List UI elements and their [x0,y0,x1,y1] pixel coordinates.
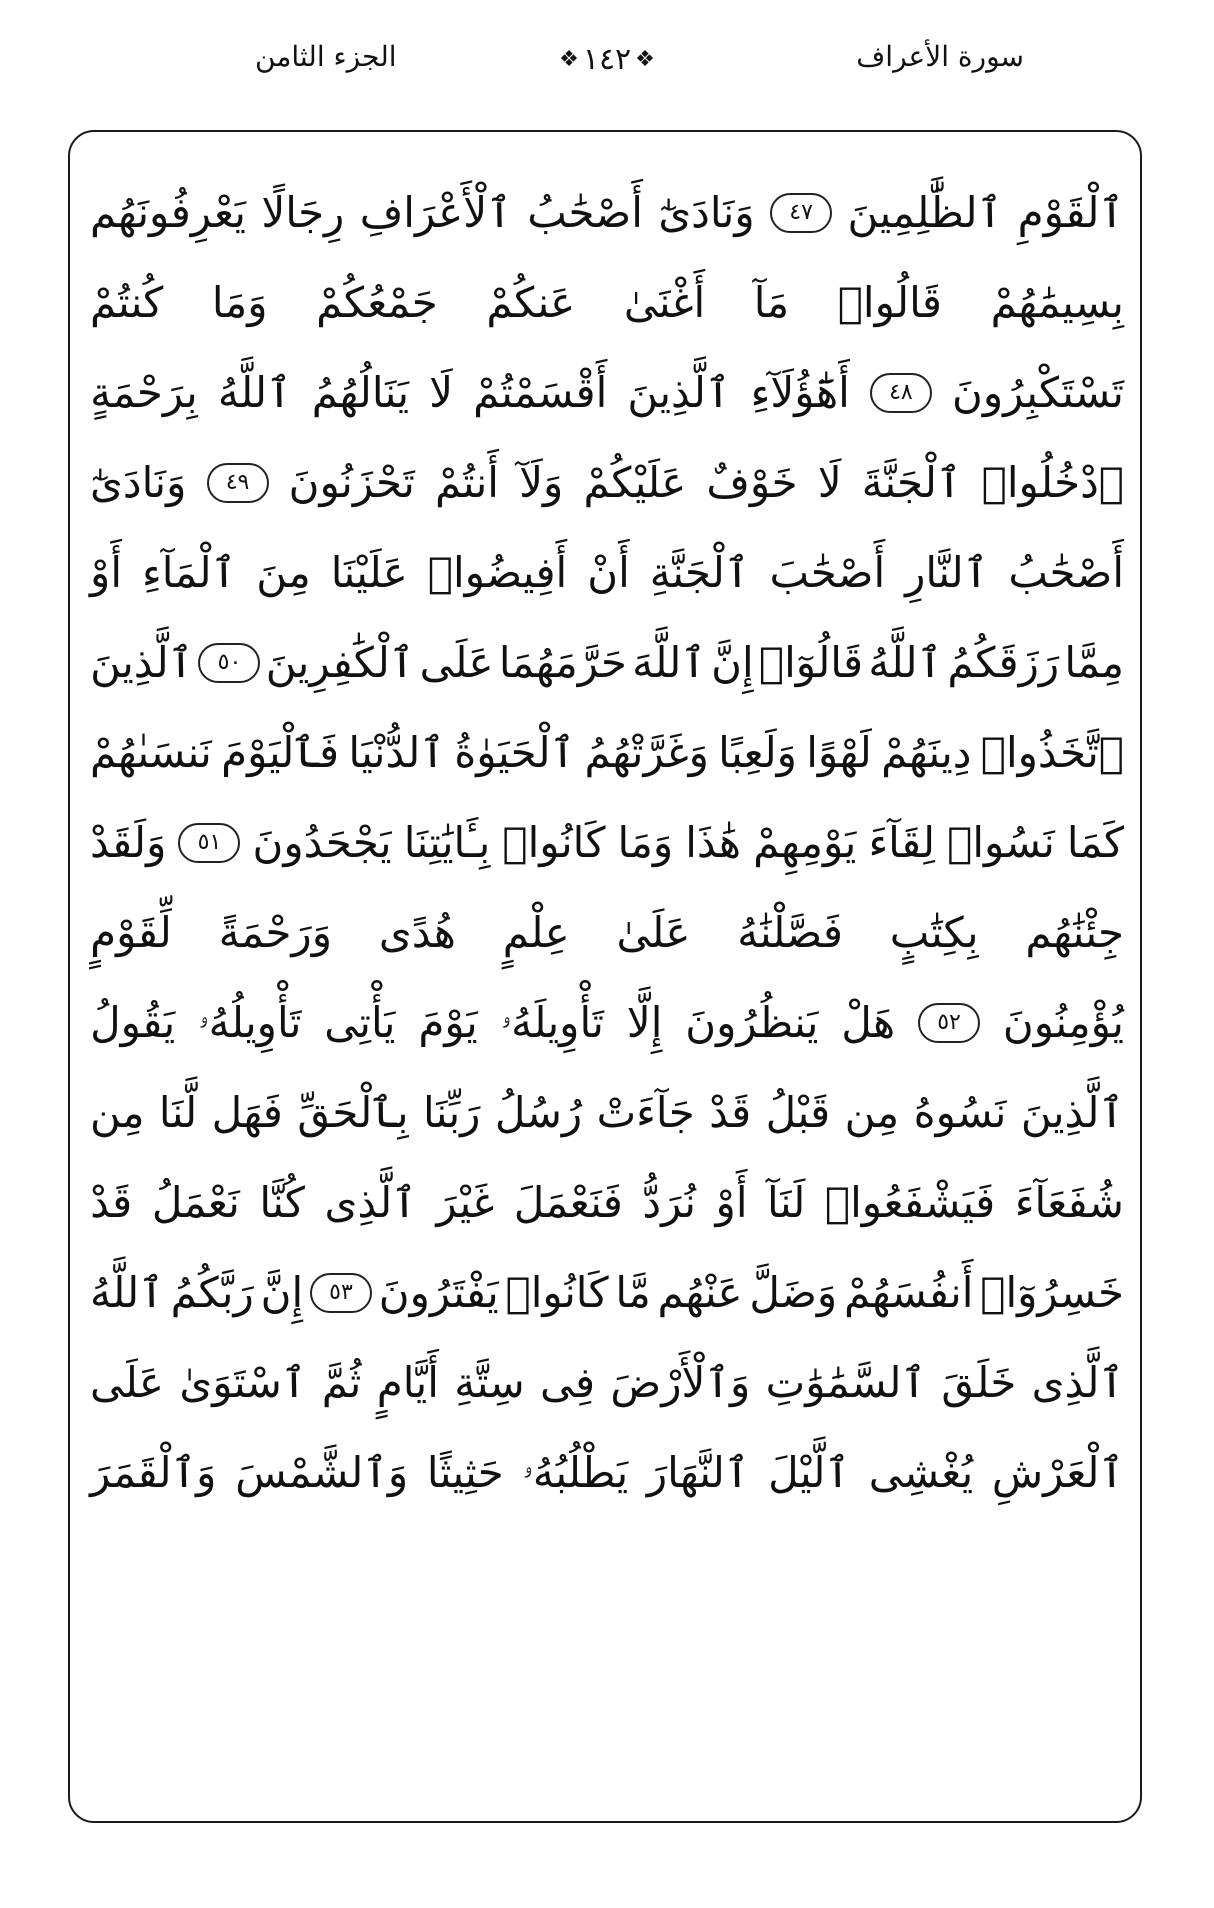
verse-word: لَّنَا [158,1088,198,1137]
verse-word: رَزَقَكُمُ [947,638,1060,687]
ayah-number-marker: ٤٨ [870,373,932,413]
verse-word: ٱللَّهُ [90,1268,164,1317]
verse-word: كَمَا [1066,818,1124,867]
ayah-number-marker: ٥٠ [198,643,260,683]
ayah-number-marker: ٥٢ [918,1003,980,1043]
verse-word: وَلَقَدْ [90,818,167,867]
verse-word: ٱسْتَوَىٰ [179,1358,307,1407]
verse-word: وَرَحْمَةً [218,908,332,957]
verse-word: يَنَالُهُمُ [311,368,410,417]
verse-word: أَوْ [90,548,122,597]
verse-word: ٱلَّيْلَ [768,1448,850,1497]
verse-word: ٱلْجَنَّةَ [861,458,962,507]
verse-word: وَمَا [211,278,268,327]
text-line [90,1428,1124,1518]
verse-word: ٱلْمَآءِ [141,548,237,597]
verse-word: أَنتُمْ [434,458,499,507]
verse-word: بِٱلْحَقِّ [297,1088,409,1137]
verse-word: ٱدْخُلُوا۟ [981,458,1124,507]
text-line [90,438,1124,528]
verse-word: يَنظُرُونَ [685,998,819,1047]
ornament-right-icon: ❖ [635,47,655,72]
verse-word: تَأْوِيلُهُۥ [198,998,302,1047]
verse-word: تَأْوِيلَهُۥ [500,998,604,1047]
verse-word: أَغْنَىٰ [623,278,706,327]
text-line [90,978,1124,1068]
verse-word: وَمَا [617,818,674,867]
verse-word: وَضَلَّ [749,1268,838,1317]
verse-word: نَنسَىٰهُمْ [90,728,212,777]
verse-word: لَا [817,458,842,507]
text-line [90,1338,1124,1428]
page-number-badge [557,38,657,82]
verse-word: وَلَعِبًا [718,728,797,777]
verse-word: تَسْتَكْبِرُونَ [952,368,1124,417]
verse-word: يَقُولُ [90,998,176,1047]
verse-word: نَسُوهُ [913,1088,1007,1137]
verse-word: فِى [539,1358,596,1407]
verse-word: لَهْوًا [806,728,872,777]
verse-word: فَهَل [211,1088,283,1137]
verse-word: قَالُوٓا۟ [758,638,864,687]
verse-word: هُدًى [378,908,456,957]
verse-word: جِئْنَٰهُم [1025,908,1124,957]
verse-word: يُؤْمِنُونَ [1002,998,1124,1047]
verse-word: بِـَٔايَٰتِنَا [403,818,491,867]
verse-word: أَنفُسَهُمْ [844,1268,974,1317]
verse-word: ٱلْحَيَوٰةُ [454,728,576,777]
verse-word: مِن [844,1088,900,1137]
verse-word: كَانُوا۟ [502,818,606,867]
ayah-number-marker: ٥٣ [310,1273,372,1313]
verse-word: حَثِيثًا [426,1448,504,1497]
verse-word: كُنَّا [259,1178,305,1227]
verse-word: جَآءَتْ [596,1088,695,1137]
verse-word: نُرَدُّ [642,1178,696,1227]
text-line [90,798,1124,888]
verse-word: ٱلنَّارِ [905,548,989,597]
verse-word: كَانُوا۟ [505,1268,609,1317]
juz-name: الجزء الثامن [255,40,397,73]
verse-word: عَلَى [90,1358,164,1407]
verse-word: ٱلظَّٰلِمِينَ [847,188,1003,237]
verse-word: خَلَقَ [941,1358,1017,1407]
verse-word: مِن [90,1088,145,1137]
verse-word: مِمَّا [1064,638,1124,687]
verse-word: رِجَالًا [261,188,345,237]
verse-word: كُنتُمْ [90,278,164,327]
verse-word: ٱلْعَرْشِ [991,1448,1124,1497]
verse-word: ثُمَّ [321,1358,362,1407]
verse-word: عِلْمٍ [502,908,570,957]
verse-word: عَلَيْنَا [330,548,408,597]
verse-word: أَقْسَمْتُمْ [473,368,608,417]
verse-word: قَبْلُ [765,1088,831,1137]
verse-word: عَلَى [419,638,494,687]
verse-word: وَٱلْأَرْضَ [610,1358,751,1407]
verse-word: ٱلَّذِينَ [90,638,194,687]
text-line [90,1158,1124,1248]
verse-word: ٱلَّذِينَ [627,368,731,417]
verse-word: يَفْتَرُونَ [378,1268,499,1317]
verse-word: عَلَىٰ [616,908,691,957]
text-line [90,1068,1124,1158]
verse-word: أَصْحَٰبَ [769,548,886,597]
verse-word: أَهَٰٓؤُلَآءِ [750,368,850,417]
verse-word: فَنَعْمَلَ [513,1178,623,1227]
text-line [90,528,1124,618]
verse-word: أَصْحَٰبُ [527,188,643,237]
verse-word: لَا [429,368,454,417]
verse-word: قَدْ [709,1088,752,1137]
verse-word: دِينَهُمْ [881,728,972,777]
verse-word: وَٱلشَّمْسَ [235,1448,409,1497]
verse-word: بِكِتَٰبٍ [889,908,979,957]
verse-text-block [90,168,1124,1788]
verse-word: غَيْرَ [436,1178,495,1227]
verse-word: ٱلسَّمَٰوَٰتِ [765,1358,927,1407]
verse-word: فَٱلْيَوْمَ [221,728,340,777]
verse-word: أَفِيضُوا۟ [427,548,568,597]
verse-word: رَبِّنَا [423,1088,481,1137]
verse-word: عَنْهُم [657,1268,743,1317]
verse-word: ٱلْجَنَّةِ [649,548,750,597]
verse-word: مَآ [753,278,790,327]
verse-word: مَّا [615,1268,651,1317]
verse-word: أَيَّامٍ [376,1358,439,1407]
verse-word: عَلَيْكُمْ [583,458,687,507]
page-header [0,30,1214,100]
verse-word: وَنَادَىٰٓ [90,458,187,507]
verse-word: شُفَعَآءَ [1014,1178,1124,1227]
verse-word: يَوْمِهِمْ [753,818,857,867]
verse-word: قَالُوا۟ [837,278,942,327]
verse-word: يَوْمَ [418,998,478,1047]
verse-word: أَصْحَٰبُ [1008,548,1124,597]
verse-word: يَعْرِفُونَهُم [90,188,246,237]
verse-word: رُسُلُ [494,1088,583,1137]
verse-word: ٱلَّذِى [1031,1358,1124,1407]
surah-name: سورة الأعراف [856,40,1024,73]
verse-word: وَٱلْقَمَرَ [90,1448,217,1497]
verse-word: بِرَحْمَةٍ [90,368,198,417]
verse-word: لِقَآءَ [868,818,936,867]
text-line [90,1248,1124,1338]
verse-word: فَصَّلْنَٰهُ [737,908,843,957]
verse-word: فَيَشْفَعُوا۟ [824,1178,996,1227]
verse-word: ٱلْقَوْمِ [1017,188,1124,237]
verse-word: إِنَّ [260,1268,304,1317]
verse-word: ٱلْأَعْرَافِ [359,188,512,237]
verse-word: وَلَآ [519,458,564,507]
verse-word: لَنَآ [767,1178,806,1227]
verse-word: بِسِيمَٰهُمْ [990,278,1124,327]
text-line [90,618,1124,708]
verse-word: إِنَّ [711,638,754,687]
verse-word: نَعْمَلُ [151,1178,240,1227]
verse-word: ٱلَّذِينَ [1020,1088,1124,1137]
verse-word: حَرَّمَهُمَا [498,638,627,687]
verse-word: يَطْلُبُهُۥ [522,1448,629,1497]
text-line [90,708,1124,798]
ayah-number-marker: ٤٧ [770,193,832,233]
verse-word: ٱلنَّهَارَ [646,1448,750,1497]
verse-word: ٱللَّهَ [632,638,706,687]
verse-word: جَمْعُكُمْ [316,278,438,327]
verse-word: هَلْ [841,998,896,1047]
verse-word: ٱتَّخَذُوا۟ [980,728,1124,777]
text-line [90,258,1124,348]
verse-word: قَدْ [90,1178,133,1227]
verse-word: أَوْ [715,1178,748,1227]
verse-word: سِتَّةِ [454,1358,525,1407]
verse-word: ٱللَّهُ [217,368,292,417]
verse-word: يَأْتِى [324,998,396,1047]
verse-word: يَجْحَدُونَ [252,818,392,867]
verse-word: ٱلَّذِى [324,1178,417,1227]
ornament-left-icon: ❖ [559,47,579,72]
verse-word: هَٰذَا [685,818,742,867]
verse-word: خَوْفٌ [706,458,798,507]
ayah-number-marker: ٥١ [178,823,240,863]
verse-word: ٱلدُّنْيَا [348,728,445,777]
verse-word: يُغْشِى [868,1448,974,1497]
verse-word: إِلَّا [626,998,663,1047]
verse-word: وَغَرَّتْهُمُ [584,728,709,777]
verse-word: ٱللَّهُ [868,638,943,687]
verse-word: ٱلْكَٰفِرِينَ [265,638,415,687]
verse-word: خَسِرُوٓا۟ [980,1268,1124,1317]
verse-word: عَنكُمْ [486,278,576,327]
verse-word: نَسُوا۟ [947,818,1055,867]
verse-word: أَنْ [587,548,630,597]
verse-word: لِّقَوْمٍ [90,908,172,957]
page-number: ١٤٢ [582,42,632,77]
text-line [90,348,1124,438]
text-line [90,888,1124,978]
verse-word: تَحْزَنُونَ [288,458,415,507]
ayah-number-marker: ٤٩ [207,463,269,503]
verse-word: رَبَّكُمُ [170,1268,254,1317]
verse-word: مِنَ [256,548,311,597]
verse-word: وَنَادَىٰٓ [658,188,755,237]
text-line [90,168,1124,258]
